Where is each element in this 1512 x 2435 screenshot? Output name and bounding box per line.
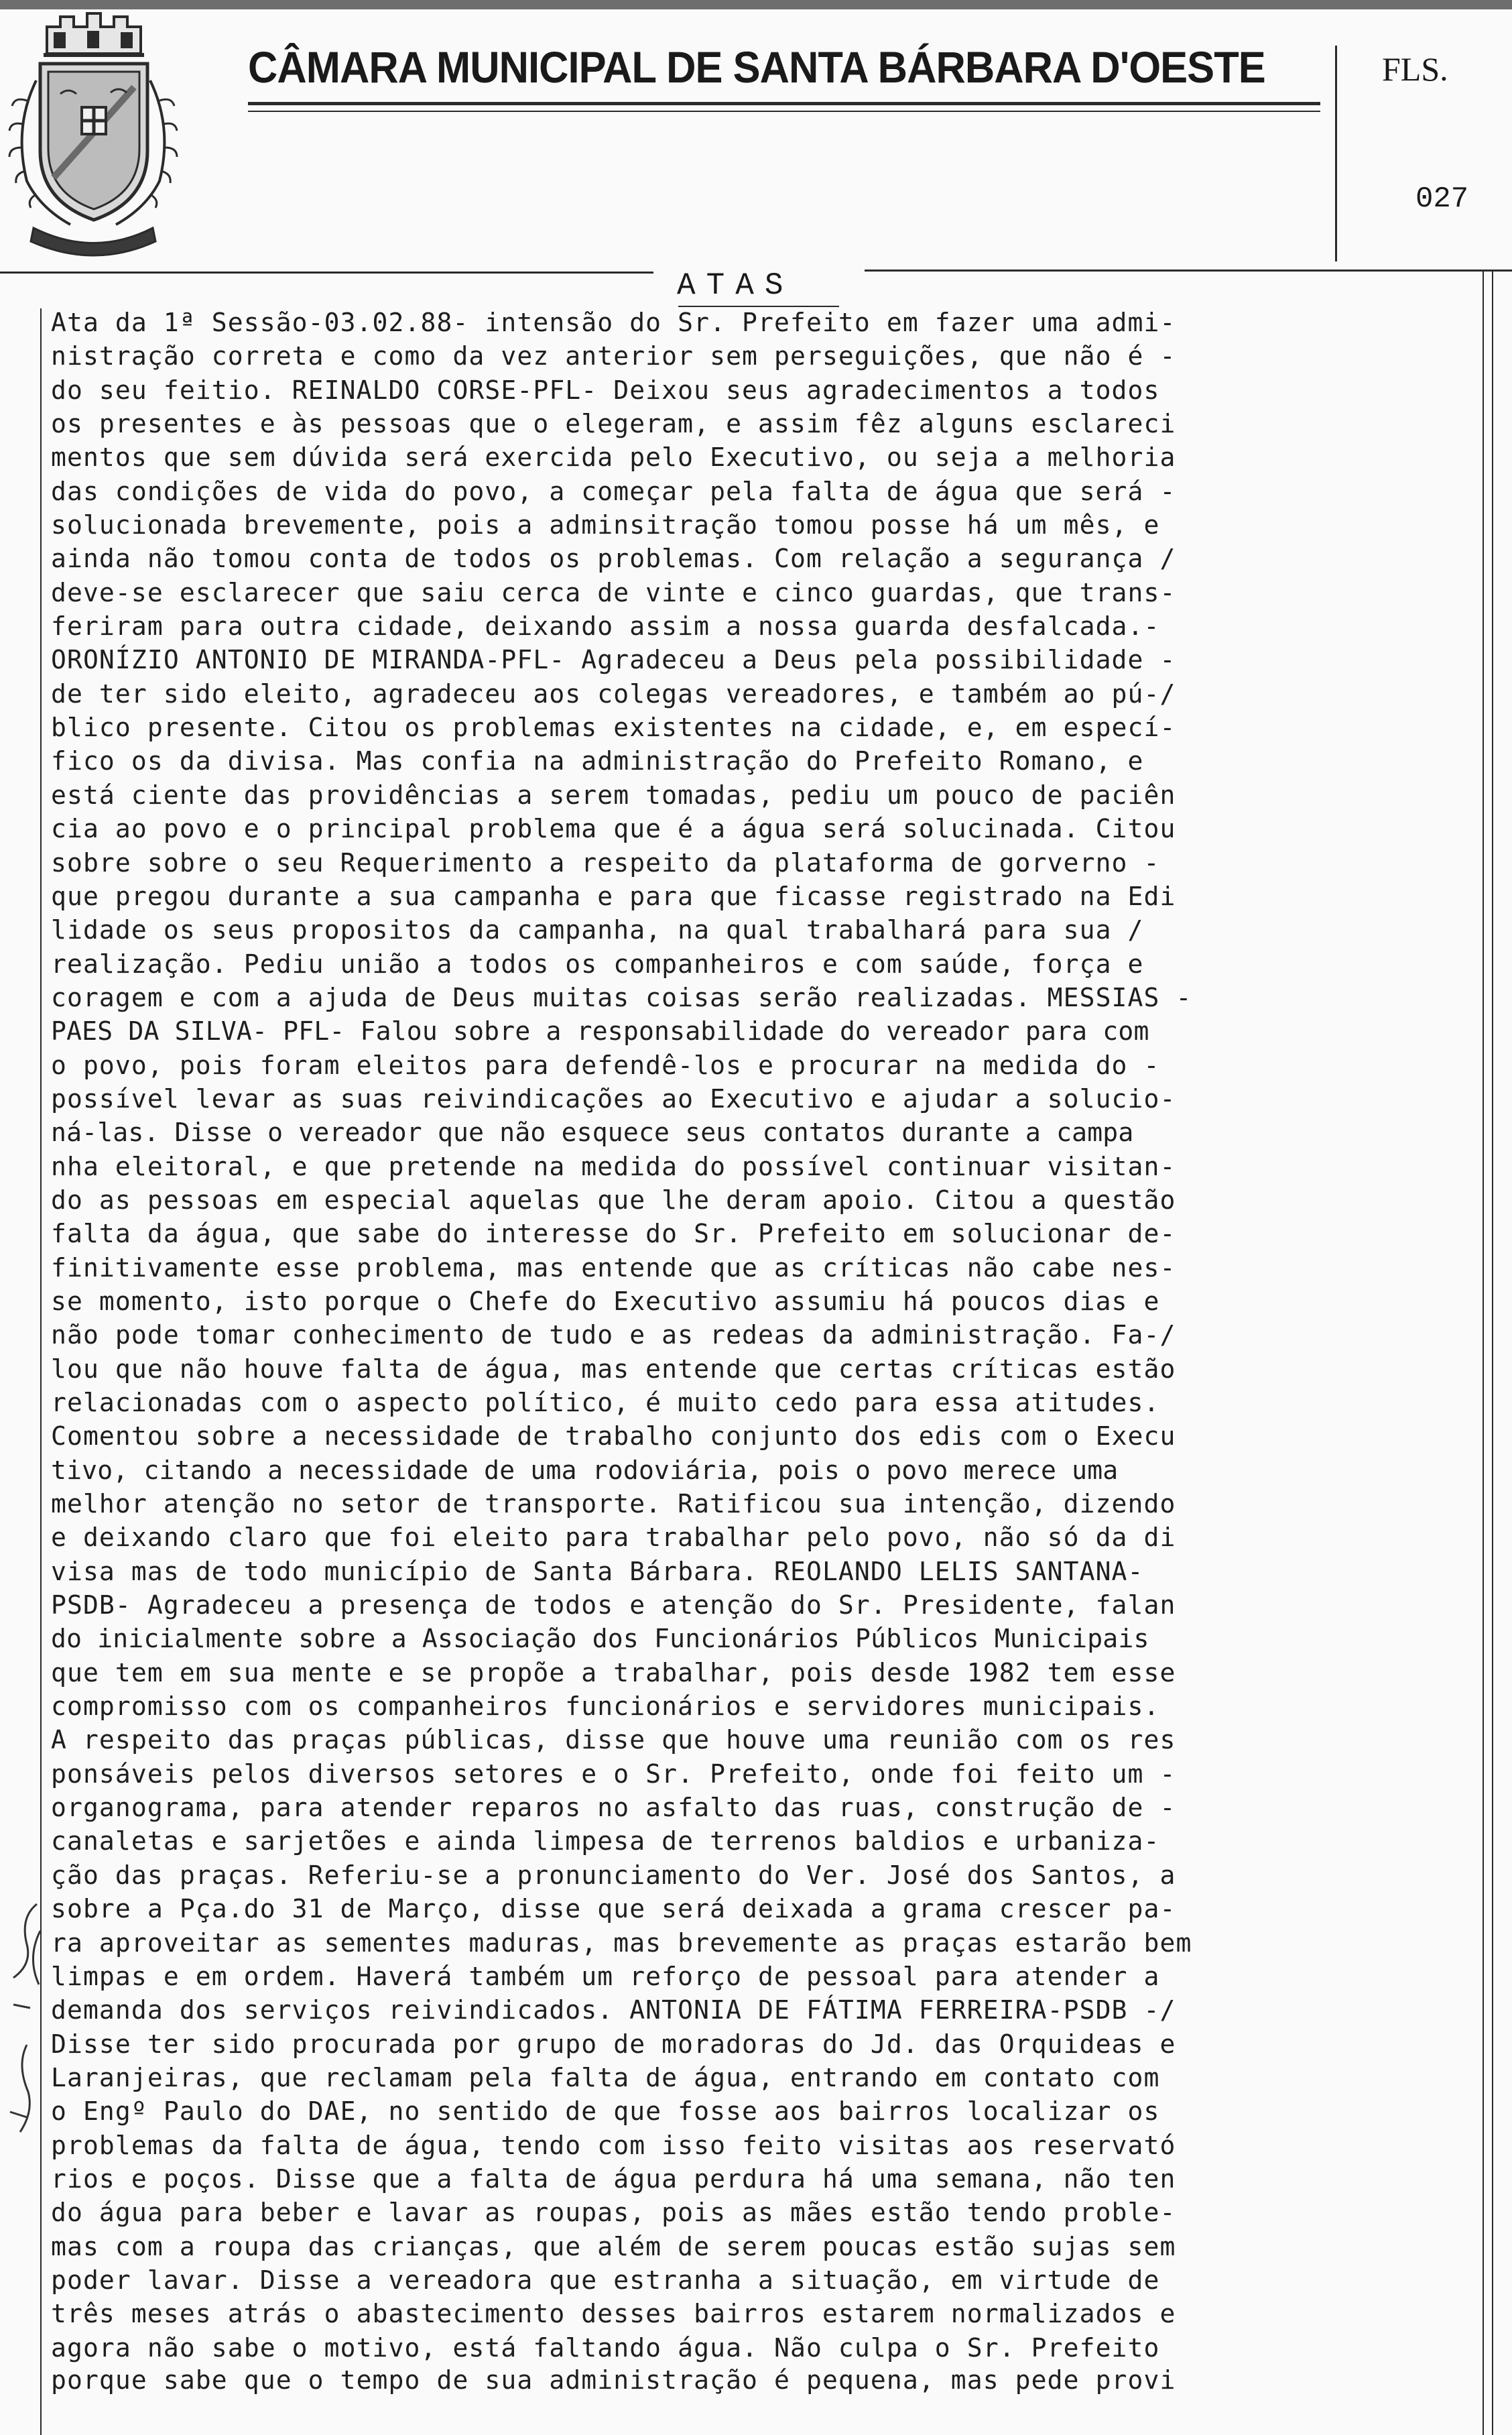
text-line: das condições de vida do povo, a começar pela falta de água que será - [51,476,1176,506]
frame-right [1483,272,1484,2435]
text-line: do seu feitio. REINALDO CORSE-PFL- Deixou seus agradecimentos a todos [51,375,1160,405]
text-line: coragem e com a ajuda de Deus muitas coisas serão realizadas. MESSIAS - [51,982,1192,1012]
text-line: lidade os seus propositos da campanha, na qual trabalhará para sua / [51,915,1144,945]
text-line: ná-las. Disse o vereador que não esquece seus contatos durante a campa [51,1118,1134,1148]
text-line: relacionadas com o aspecto político, é muito cedo para essa atitudes. [51,1388,1160,1417]
text-line: compromisso com os companheiros funcionários e servidores municipais. [51,1691,1160,1722]
text-line: se momento, isto porque o Chefe do Executivo assumiu há poucos dias e [51,1286,1160,1316]
text-line: nha eleitoral, e que pretende na medida do possível continuar visitan- [51,1151,1176,1181]
section-title: ATAS [677,268,794,303]
text-line: poder lavar. Disse a vereadora que estranha a situação, em virtude de [51,2265,1160,2295]
text-line: ponsáveis pelos diversos setores e o Sr. Prefeito, onde foi feito um - [51,1759,1176,1789]
text-line: organograma, para atender reparos no asfalto das ruas, construção de - [51,1793,1176,1823]
text-line: melhor atenção no setor de transporte. Ratificou sua intenção, dizendo [51,1489,1176,1519]
text-line: PAES DA SILVA- PFL- Falou sobre a responsabilidade do vereador para com [51,1016,1149,1047]
text-line: Ata da 1ª Sessão-03.02.88- intensão do Sr. Prefeito em fazer uma admi- [51,308,1176,337]
text-line: rios e poços. Disse que a falta de água perdura há uma semana, não ten [51,2163,1176,2194]
text-line: os presentes e às pessoas que o elegeram, e assim fêz alguns esclareci [51,409,1176,439]
minutes-body [51,306,1483,2395]
text-line: Laranjeiras, que reclamam pela falta de água, entrando em contato com [51,2062,1160,2092]
institution-title: CÂMARA MUNICIPAL DE SANTA BÁRBARA D'OESTE [248,42,1265,92]
text-line: feriram para outra cidade, deixando assim a nossa guarda desfalcada.- [51,611,1160,642]
frame-top-right [865,270,1512,272]
text-line: sobre a Pça.do 31 de Março, disse que será deixada a grama crescer pa- [51,1894,1176,1924]
coat-of-arms-icon [7,7,180,258]
header-divider [1335,46,1337,261]
text-line: demanda dos serviços reivindicados. ANTONIA DE FÁTIMA FERREIRA-PSDB -/ [51,1995,1176,2025]
text-line: PSDB- Agradeceu a presença de todos e atenção do Sr. Presidente, falan [51,1590,1176,1620]
text-line: realização. Pediu união a todos os companheiros e com saúde, força e [51,949,1144,979]
handwritten-margin-mark-icon [0,1891,54,2172]
text-line: A respeito das praças públicas, disse que houve uma reunião com os res [51,1725,1176,1755]
text-line: problemas da falta de água, tendo com isso feito visitas aos reservató [51,2130,1176,2160]
text-line: limpas e em ordem. Haverá também um reforço de pessoal para atender a [51,1961,1160,1991]
scan-edge [0,0,1512,9]
header-rule-thin [248,111,1320,112]
text-line: que tem em sua mente e se propõe a trabalhar, pois desde 1982 tem esse [51,1657,1176,1687]
folio-number: 027 [1415,182,1469,216]
text-line: tivo, citando a necessidade de uma rodoviária, pois o povo merece uma [51,1455,1119,1485]
text-line: blico presente. Citou os problemas existentes na cidade, e, em especí- [51,713,1176,743]
text-line: do inicialmente sobre a Associação dos Funcionários Públicos Municipais [51,1624,1149,1654]
text-line: está ciente das providências a serem tomadas, pediu um pouco de paciên [51,780,1176,810]
text-line: ORONÍZIO ANTONIO DE MIRANDA-PFL- Agradeceu a Deus pela possibilidade - [51,645,1176,675]
text-line: mentos que sem dúvida será exercida pelo Executivo, ou seja a melhoria [51,442,1176,473]
text-line: visa mas de todo município de Santa Bárbara. REOLANDO LELIS SANTANA- [51,1556,1144,1586]
text-line: ção das praças. Referiu-se a pronunciamento do Ver. José dos Santos, a [51,1860,1176,1890]
text-line: Comentou sobre a necessidade de trabalho conjunto dos edis com o Execu [51,1421,1176,1451]
text-line: do as pessoas em especial aquelas que lhe deram apoio. Citou a questão [51,1185,1176,1215]
text-line: Disse ter sido procurada por grupo de moradoras do Jd. das Orquideas e [51,2029,1176,2059]
text-line: sobre sobre o seu Requerimento a respeito da plataforma de gorverno - [51,847,1160,878]
text-line: cia ao povo e o principal problema que é a água será solucinada. Citou [51,814,1176,844]
text-line: que pregou durante a sua campanha e para que ficasse registrado na Edi [51,881,1176,911]
text-line: três meses atrás o abastecimento desses bairros estarem normalizados e [51,2299,1176,2329]
text-line: finitivamente esse problema, mas entende que as críticas não cabe nes- [51,1252,1176,1283]
text-line: ra aproveitar as sementes maduras, mas brevemente as praças estarão bem [51,1927,1192,1958]
text-line: possível levar as suas reivindicações ao Executivo e ajudar a solucio- [51,1083,1176,1114]
text-line: de ter sido eleito, agradeceu aos colegas vereadores, e também ao pú-/ [51,678,1176,709]
text-line: deve-se esclarecer que saiu cerca de vinte e cinco guardas, que trans- [51,577,1176,607]
text-line: e deixando claro que foi eleito para trabalhar pelo povo, não só da di [51,1523,1176,1553]
header-rule [248,102,1320,105]
text-line: agora não sabe o motivo, está faltando água. Não culpa o Sr. Prefeito [51,2332,1160,2363]
text-line: fico os da divisa. Mas confia na administração do Prefeito Romano, e [51,746,1144,776]
text-line: o Engº Paulo do DAE, no sentido de que fosse aos bairros localizar os [51,2096,1160,2127]
text-line: falta da água, que sabe do interesse do Sr. Prefeito em solucionar de- [51,1219,1176,1249]
text-line: não pode tomar conhecimento de tudo e as redeas da administração. Fa-/ [51,1320,1176,1350]
frame-right-inner [1492,272,1493,2435]
text-line: solucionada brevemente, pois a adminsitração tomou posse há um mês, e [51,510,1160,540]
text-line: porque sabe que o tempo de sua administração é pequena, mas pede provi [51,2365,1176,2395]
text-line: lou que não houve falta de água, mas entende que certas críticas estão [51,1354,1176,1384]
text-line: mas com a roupa das crianças, que além de serem poucas estão sujas sem [51,2231,1176,2261]
text-line: do água para beber e lavar as roupas, pois as mães estão tendo proble- [51,2198,1176,2228]
text-line: nistração correta e como da vez anterior sem perseguições, que não é - [51,341,1176,371]
text-line: canaletas e sarjetões e ainda limpesa de terrenos baldios e urbaniza- [51,1826,1160,1856]
frame-top-left [0,272,653,274]
folio-label: FLS. [1382,50,1448,88]
text-line: ainda não tomou conta de todos os problemas. Com relação a segurança / [51,544,1176,574]
text-line: o povo, pois foram eleitos para defendê-los e procurar na medida do - [51,1050,1160,1080]
